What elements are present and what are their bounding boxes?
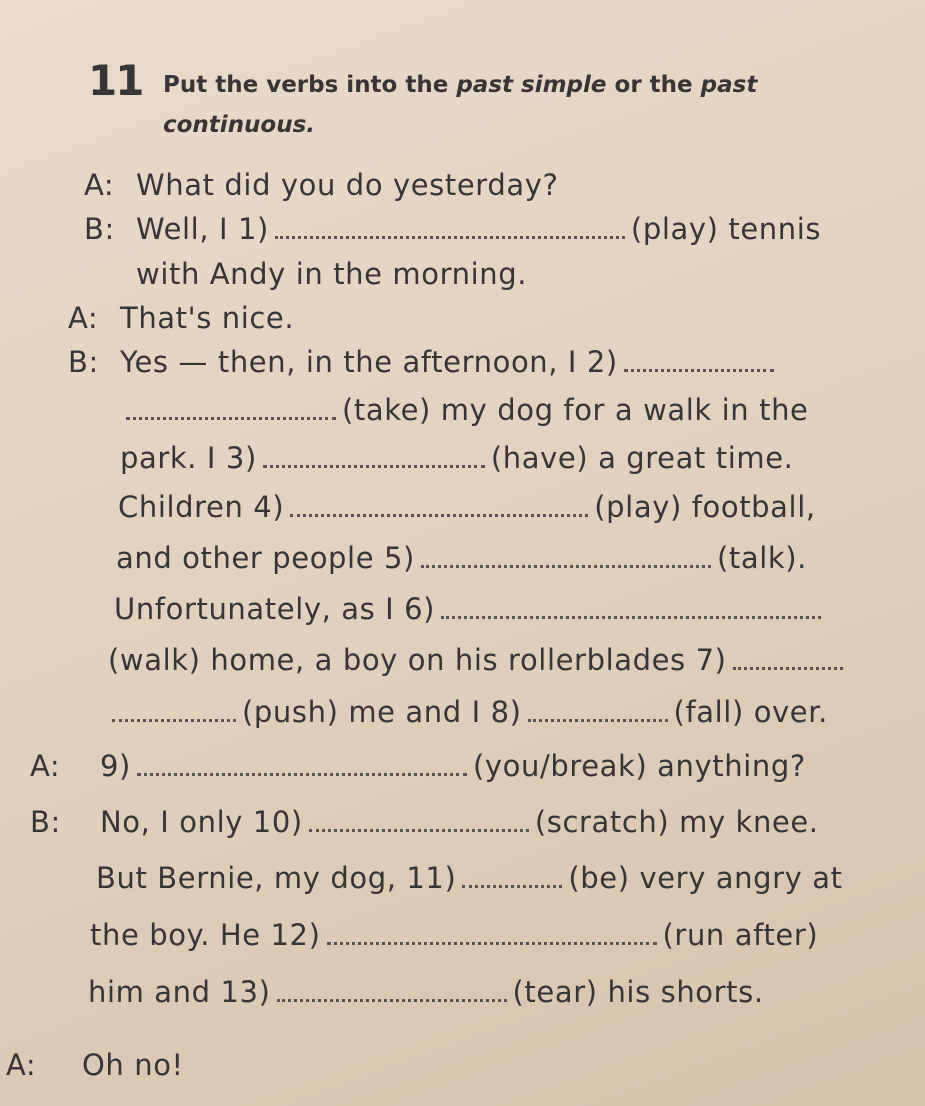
dialogue-line: (walk) home, a boy on his rollerblades 7): [108, 640, 849, 680]
answer-blank-4[interactable]: [290, 510, 588, 517]
speaker-label: B:: [30, 805, 61, 839]
dialogue-line: B: No, I only 10) (scratch) my knee.: [30, 802, 819, 842]
dialogue-line: (push) me and I 8) (fall) over.: [112, 692, 828, 732]
answer-blank-8[interactable]: [528, 715, 668, 722]
exercise-instruction: Put the verbs into the past simple or the past continuous.: [163, 72, 758, 138]
speaker-label: A:: [68, 301, 99, 335]
answer-blank-12[interactable]: [327, 938, 657, 945]
speaker-label: A:: [6, 1048, 37, 1082]
answer-blank-2[interactable]: [624, 365, 774, 372]
dialogue-line: him and 13) (tear) his shorts.: [88, 975, 764, 1009]
answer-blank-1[interactable]: [275, 232, 625, 239]
answer-blank-6[interactable]: [441, 612, 821, 619]
dialogue-line: A: 9) (you/break) anything?: [30, 746, 806, 786]
speaker-label: B:: [68, 345, 99, 379]
answer-blank-10[interactable]: [309, 825, 529, 832]
exercise-number: 11: [88, 56, 143, 105]
dialogue-line: A: Oh no!: [6, 1045, 184, 1085]
dialogue-line: and other people 5) (talk).: [116, 541, 807, 575]
answer-blank-13[interactable]: [277, 995, 507, 1002]
speaker-label: A:: [84, 168, 115, 202]
dialogue-line: park. I 3) (have) a great time.: [120, 441, 794, 475]
dialogue-line: Children 4) (play) football,: [118, 490, 816, 524]
dialogue-line: A: What did you do yesterday?: [84, 165, 558, 205]
dialogue-line: B: Yes — then, in the afternoon, I 2): [68, 342, 780, 382]
dialogue-line: But Bernie, my dog, 11) (be) very angry at: [96, 861, 843, 895]
answer-blank-11[interactable]: [462, 881, 562, 888]
speaker-label: B:: [84, 212, 115, 246]
answer-blank-7-cont[interactable]: [112, 715, 236, 722]
dialogue-line: B: Well, I 1) (play) tennis: [84, 209, 821, 249]
dialogue-line: Unfortunately, as I 6): [114, 589, 827, 629]
speaker-label: A:: [30, 749, 61, 783]
answer-blank-3[interactable]: [263, 461, 485, 468]
dialogue-line: the boy. He 12) (run after): [90, 918, 819, 952]
answer-blank-2-cont[interactable]: [126, 413, 336, 420]
dialogue-line: A: That's nice.: [68, 298, 294, 338]
answer-blank-9[interactable]: [137, 769, 467, 776]
answer-blank-5[interactable]: [421, 561, 711, 568]
dialogue-line: (take) my dog for a walk in the: [126, 390, 809, 430]
answer-blank-7[interactable]: [733, 663, 843, 670]
dialogue-line: with Andy in the morning.: [136, 257, 528, 291]
